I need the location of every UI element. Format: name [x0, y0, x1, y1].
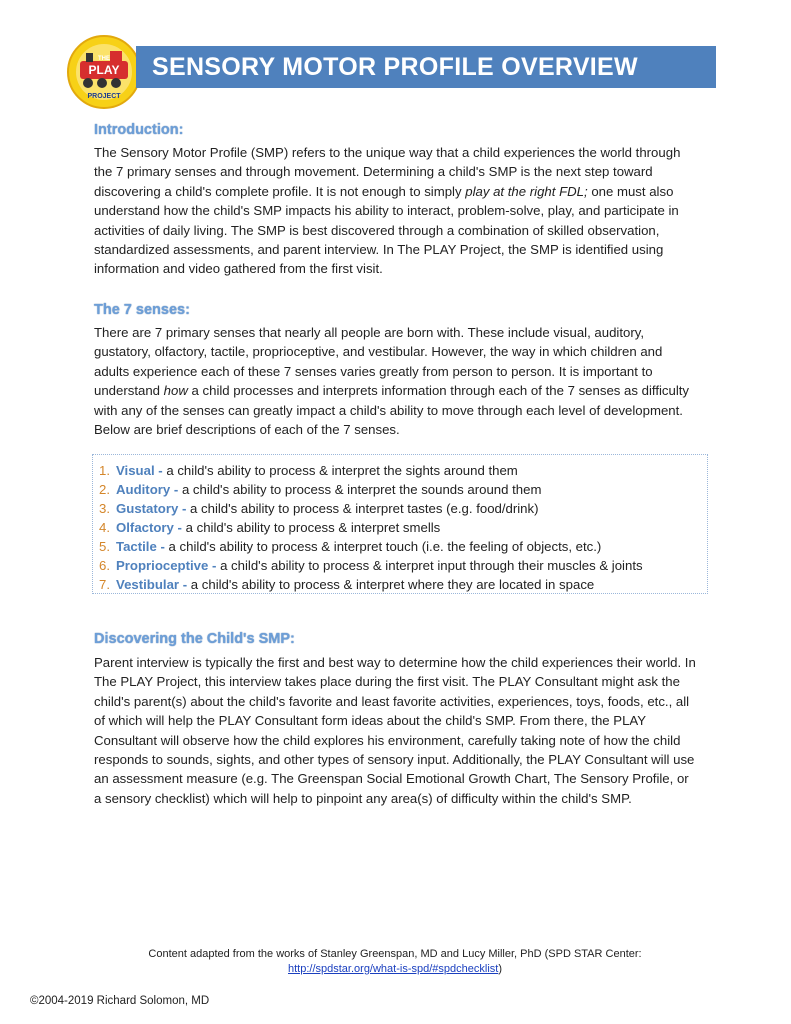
senses-text: There are 7 primary senses that nearly all people are born with. These include visual, auditory, gustatory, olfactory, tactile, proprioceptive, and vestibular. However, the way in which children and adults experience each of these 7 senses varies greatly from person to person. It is important to understand how a child processes and interprets information through each of the 7 senses as difficulty with any of the senses can greatly impact a child's ability to move through each level of development. Below are brief descriptions of each of the 7 senses.: [94, 325, 690, 438]
discovering-text: Parent interview is typically the first and best way to determine how the child experiences their world. In The PLAY Project, this interview takes place during the first visit. The PLAY Consultant might ask the child's parent(s) about the child's favorite and least favorite activities, experiences, toys, foods, etc., all of which will help the PLAY Consultant form ideas about the child's SMP. From there, the PLAY Consultant will observe how the child explores his environment, carefully taking note of how the child responds to sounds, sights, and other types of sensory input. Additionally, the PLAY Consultant will use an assessment measure (e.g. The Greenspan Social Emotional Growth Chart, The Sensory Profile, or a sensory checklist) which will help to pinpoint any area(s) of difficulty within the child's SMP.: [94, 655, 696, 806]
discovering-heading: Discovering the Child's SMP:: [94, 631, 295, 647]
list-item: 6. Proprioceptive - a child's ability to process & interpret input through their muscles & joints: [99, 558, 643, 573]
introduction-text: The Sensory Motor Profile (SMP) refers to the unique way that a child experiences the world through the 7 primary senses and through movement. Determining a child's SMP is the next step toward discovering a child's complete profile. It is not enough to simply play at the right FDL; one must also understand how the child's SMP impacts his ability to interact, problem-solve, play, and participate in activities of daily living. The SMP is best discovered through a combination of skilled observation, standardized assessments, and parent interview. In The PLAY Project, the SMP is identified using information and video gathered from the first visit.: [94, 145, 681, 277]
footer-credit: Content adapted from the works of Stanley Greenspan, MD and Lucy Miller, PhD (SPD STAR Center: http://spdstar.org/what-is-spd/#spdchecklist): [95, 947, 695, 977]
list-item: 1. Visual - a child's ability to process & interpret the sights around them: [99, 463, 518, 478]
list-item: 3. Gustatory - a child's ability to process & interpret tastes (e.g. food/drink): [99, 501, 539, 516]
senses-list: [93, 455, 707, 594]
introduction-heading: Introduction:: [94, 122, 184, 138]
list-item: 2. Auditory - a child's ability to process & interpret the sounds around them: [99, 482, 542, 497]
senses-list-box: [92, 454, 708, 594]
list-item: 7. Vestibular - a child's ability to process & interpret where they are located in space: [99, 577, 595, 592]
senses-heading: The 7 senses:: [94, 302, 190, 318]
play-project-logo: [66, 34, 142, 110]
logo-text-project: PROJECT: [87, 93, 121, 100]
logo-text-play: PLAY: [88, 63, 120, 77]
page-title: SENSORY MOTOR PROFILE OVERVIEW: [136, 46, 716, 88]
list-item: 4. Olfactory - a child's ability to process & interpret smells: [99, 520, 441, 535]
logo-text-the: THE: [98, 56, 110, 62]
copyright: ©2004-2019 Richard Solomon, MD: [30, 995, 210, 1007]
footer-credit-text: Content adapted from the works of Stanley Greenspan, MD and Lucy Miller, PhD (SPD STAR Center:: [148, 948, 642, 960]
list-item: 5. Tactile - a child's ability to process & interpret touch (i.e. the feeling of objects, etc.): [99, 539, 602, 554]
spd-checklist-link[interactable]: http://spdstar.org/what-is-spd/#spdchecklist: [288, 963, 499, 975]
